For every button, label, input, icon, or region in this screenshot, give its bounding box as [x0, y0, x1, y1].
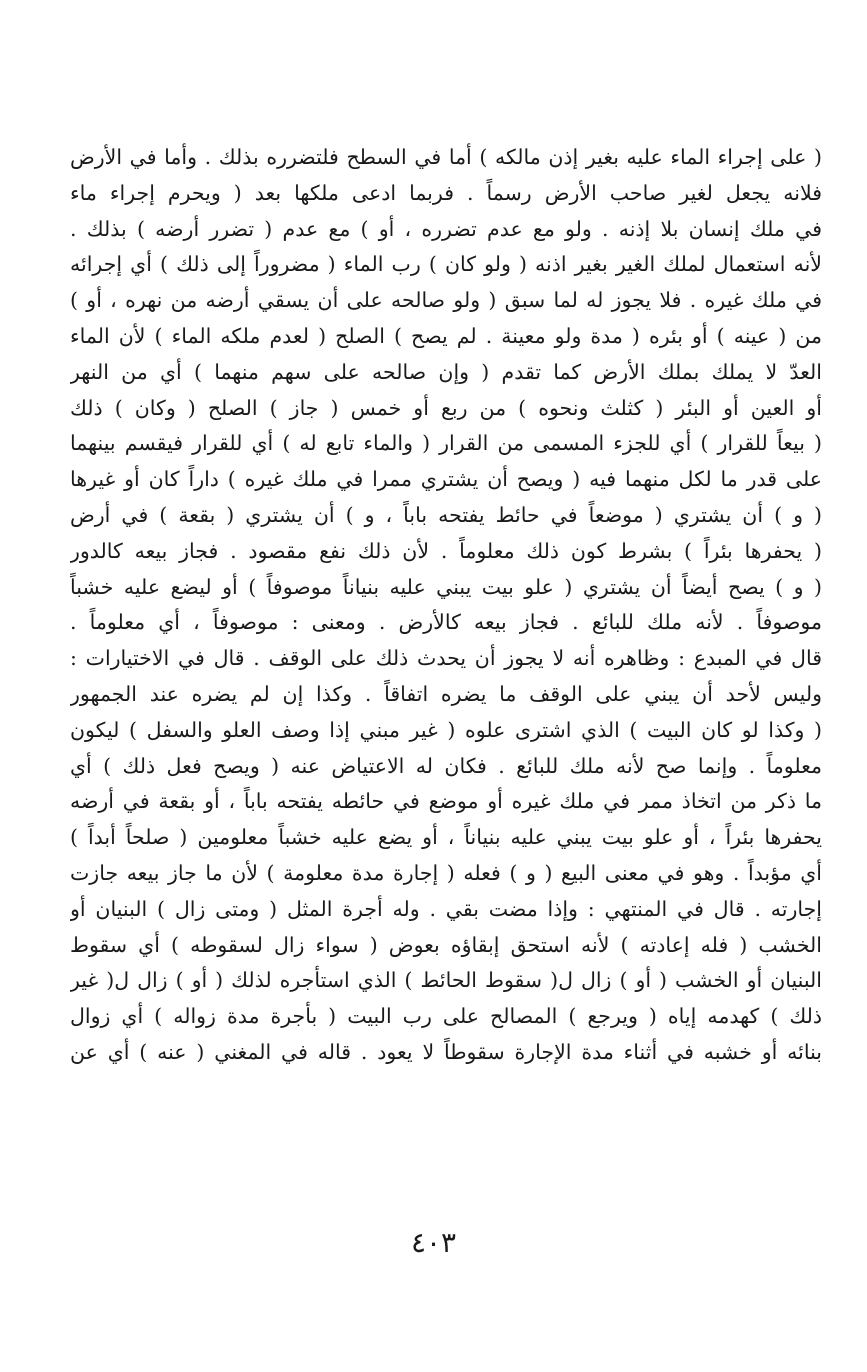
- text-line: ( و ) يصح أيضاً أن يشتري ( علو بيت يبني عليه بنياناً موصوفاً ) أو ليضع عليه خشباً: [70, 574, 822, 599]
- text-line: معلوماً . وإنما صح لأنه ملك للبائع . فكان له الاعتياض عنه ( ويصح فعل ذلك ) أي: [70, 753, 822, 778]
- text-line: في ملك غيره . فلا يجوز له لما سبق ( ولو صالحه على أن يسقي أرضه من نهره ، أو ): [70, 288, 822, 313]
- text-line: ( يحفرها بئراً ) بشرط كون ذلك معلوماً . لأن ذلك نفع مقصود . فجاز بيعه كالدور: [70, 538, 822, 563]
- text-line: فلانه يجعل لغير صاحب الأرض رسماً . فربما ادعى ملكها بعد ( ويحرم إجراء ماء: [70, 180, 822, 205]
- text-line: ما ذكر من اتخاذ ممر في ملك غيره أو موضع في حائطه يفتحه باباً ، أو بقعة في أرضه: [70, 789, 822, 814]
- text-line: يحفرها بئراً ، أو علو بيت يبني عليه بنياناً ، أو يضع عليه خشباً معلومين ( صلحاً أبداً ): [70, 825, 822, 850]
- text-line: الخشب ( فله إعادته ) لأنه استحق إبقاؤه بعوض ( سواء زال لسقوطه ) أي سقوط: [70, 932, 822, 957]
- text-line: ( على إجراء الماء عليه بغير إذن مالكه ) أما في السطح فلتضرره بذلك . وأما في الأرض: [70, 145, 822, 169]
- text-line: على قدر ما لكل منهما فيه ( ويصح أن يشتري ممرا في ملك غيره ) داراً كان أو غيرها: [70, 467, 822, 492]
- text-line: ( وكذا لو كان البيت ) الذي اشترى علوه ( غير مبني إذا وصف العلو والسفل ) ليكون: [70, 717, 822, 742]
- body-text: [70, 140, 822, 1071]
- text-line: ذلك ) كهدمه إياه ( ويرجع ) المصالح على رب البيت ( بأجرة مدة زواله ) أي زوال: [70, 1004, 822, 1029]
- text-line: العدّ لا يملك بملك الأرض كما تقدم ( وإن صالحه على سهم منهما ) أي من النهر: [70, 359, 822, 384]
- text-line: أو العين أو البئر ( كثلث ونحوه ) من ربع أو خمس ( جاز ) الصلح ( وكان ) ذلك: [70, 395, 822, 420]
- text-line: أي مؤبداً . وهو في معنى البيع ( و ) فعله ( إجارة مدة معلومة ) لأن ما جاز بيعه جازت: [70, 860, 822, 885]
- text-line: موصوفاً . لأنه ملك للبائع . فجاز بيعه كالأرض . ومعنى : موصوفاً ، أي معلوماً .: [70, 610, 822, 635]
- text-line: في ملك إنسان بلا إذنه . ولو مع عدم تضرره ، أو ) مع عدم ( تضرر أرضه ) بذلك .: [70, 216, 822, 241]
- text-line: لأنه استعمال لملك الغير بغير اذنه ( ولو كان ) رب الماء ( مضروراً إلى ذلك ) أي إجرائه: [70, 252, 822, 277]
- text-line: البنيان أو الخشب ( أو ) زال ل( سقوط الحائط ) الذي استأجره لذلك ( أو ) زال ل( غير: [70, 968, 822, 993]
- page-number: ٤٠٣: [410, 1226, 457, 1259]
- text-line: بنائه أو خشبه في أثناء مدة الإجارة سقوطاً لا يعود . قاله في المغني ( عنه ) أي عن: [70, 1039, 822, 1064]
- text-line: قال في المبدع : وظاهره أنه لا يجوز أن يحدث ذلك على الوقف . قال في الاختيارات :: [70, 646, 822, 671]
- text-line: من ( عينه ) أو بئره ( مدة ولو معينة . لم يصح ) الصلح ( لعدم ملكه الماء ) لأن الماء: [70, 323, 822, 348]
- text-line: ( بيعاً للقرار ) أي للجزء المسمى من القرار ( والماء تابع له ) أي للقرار فيقسم بينهما: [70, 431, 822, 456]
- text-line: وليس لأحد أن يبني على الوقف ما يضره اتفاقاً . وكذا إن لم يضره عند الجمهور: [70, 681, 822, 706]
- text-line: إجارته . قال في المنتهي : وإذا مضت بقي . وله أجرة المثل ( ومتى زال ) البنيان أو: [70, 896, 822, 921]
- text-line: ( و ) أن يشتري ( موضعاً في حائط يفتحه باباً ، و ) أن يشتري ( بقعة ) في أرض: [70, 502, 822, 527]
